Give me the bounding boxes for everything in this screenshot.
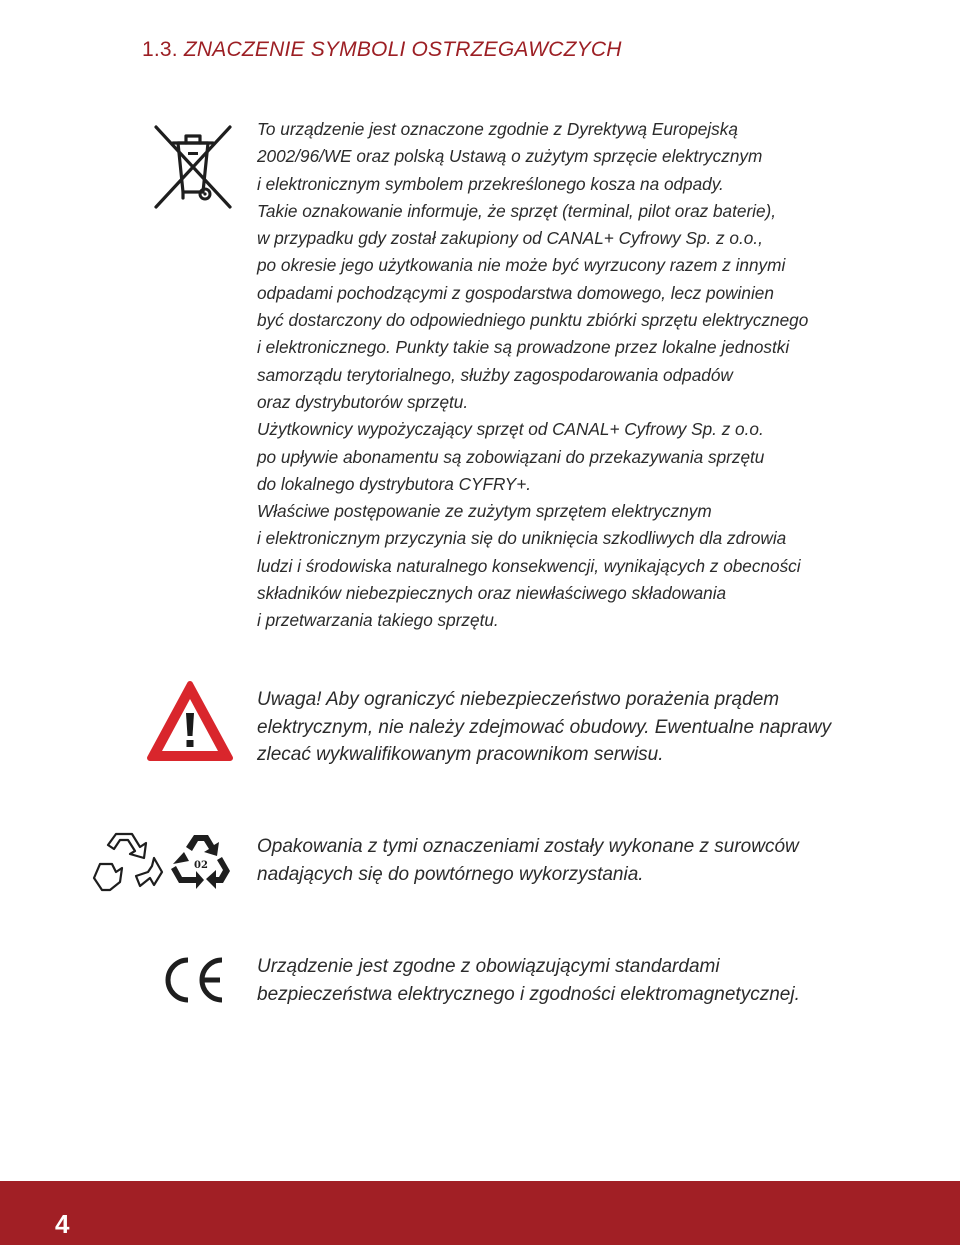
ce-paragraph — [257, 953, 917, 1008]
recycling-code-label: 02 — [194, 860, 208, 871]
ce-line: Urządzenie jest zgodne z obowiązującymi standardami — [257, 956, 720, 977]
section-title — [142, 38, 622, 62]
weee-line: składników niebezpiecznych oraz niewłaściwego składowania — [257, 583, 727, 604]
weee-line: po upływie abonamentu są zobowiązani do przekazywania sprzętu — [257, 446, 765, 467]
warning-line: elektrycznym, nie należy zdejmować obudowy. Ewentualne naprawy — [257, 716, 832, 738]
recycling-arrows-icon — [92, 828, 164, 898]
warning-triangle-icon — [146, 680, 234, 764]
weee-line: 2002/96/WE oraz polską Ustawą o zużytym sprzęcie elektrycznym — [257, 146, 763, 167]
warning-line: zlecać wykwalifikowanym pracownikom serwisu. — [257, 744, 664, 765]
section-title-text: ZNACZENIE SYMBOLI OSTRZEGAWCZYCH — [183, 38, 622, 61]
recycling-code-icon — [170, 832, 232, 890]
weee-paragraph — [257, 116, 917, 635]
ce-mark-icon — [158, 955, 230, 1005]
recycling-paragraph — [257, 833, 917, 888]
weee-line: po okresie jego użytkowania nie może być wyrzucony razem z innymi — [257, 255, 786, 276]
weee-line: ludzi i środowiska naturalnego konsekwencji, wynikających z obecności — [257, 555, 801, 576]
weee-line: odpadami pochodzącymi z gospodarstwa domowego, lecz powinien — [257, 282, 774, 303]
weee-line: To urządzenie jest oznaczone zgodnie z Dyrektywą Europejską — [257, 119, 738, 139]
recycling-line: nadających się do powtórnego wykorzystania. — [257, 863, 644, 885]
weee-line: być dostarczony do odpowiedniego punktu zbiórki sprzętu elektrycznego — [257, 310, 809, 331]
recycling-line: Opakowania z tymi oznaczeniami zostały wykonane z surowców — [257, 836, 799, 857]
weee-line: i elektronicznego. Punkty takie są prowadzone przez lokalne jednostki — [257, 337, 790, 358]
warning-line: Uwaga! Aby ograniczyć niebezpieczeństwo porażenia prądem — [257, 689, 780, 710]
page-number: 4 — [55, 1209, 70, 1239]
weee-line: oraz dystrybutorów sprzętu. — [257, 391, 469, 412]
crossed-bin-icon — [150, 122, 236, 212]
section-number: 1.3. — [142, 38, 178, 61]
weee-line: w przypadku gdy został zakupiony od CANAL+ Cyfrowy Sp. z o.o., — [257, 228, 763, 249]
footer-bar — [0, 1181, 960, 1245]
weee-line: Właściwe postępowanie ze zużytym sprzętem elektrycznym — [257, 501, 712, 522]
ce-line: bezpieczeństwa elektrycznego i zgodności elektromagnetycznej. — [257, 983, 800, 1005]
weee-line: do lokalnego dystrybutora CYFRY+. — [257, 473, 532, 494]
weee-line: i przetwarzania takiego sprzętu. — [257, 610, 499, 631]
weee-line: i elektronicznym przyczynia się do uniknięcia szkodliwych dla zdrowia — [257, 528, 787, 549]
weee-line: Użytkownicy wypożyczający sprzęt od CANAL+ Cyfrowy Sp. z o.o. — [257, 419, 764, 440]
weee-line: Takie oznakowanie informuje, że sprzęt (terminal, pilot oraz baterie), — [257, 200, 777, 221]
warning-paragraph — [257, 686, 917, 769]
weee-line: samorządu terytorialnego, służby zagospodarowania odpadów — [257, 364, 733, 385]
weee-line: i elektronicznym symbolem przekreślonego kosza na odpady. — [257, 173, 724, 194]
